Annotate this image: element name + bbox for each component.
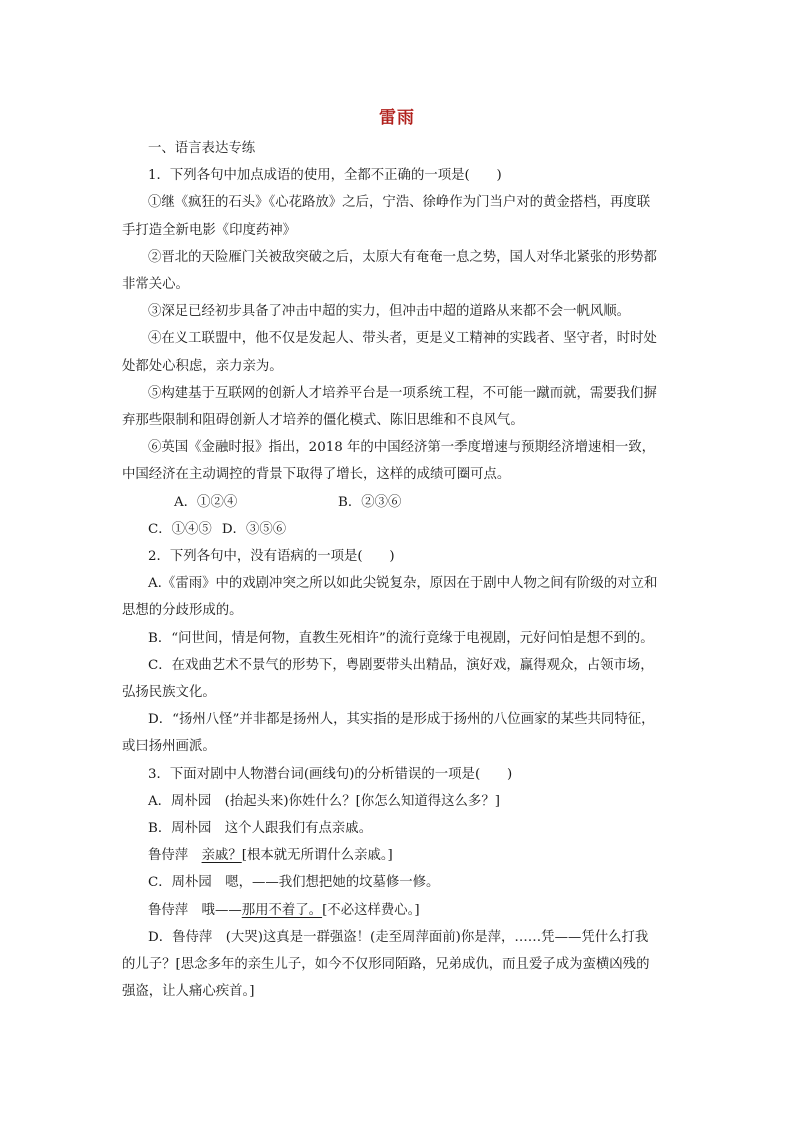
section-heading: 一、语言表达专练 — [148, 141, 256, 156]
q3-option-d: D．鲁侍萍 (大哭)这真是一群强盗！(走至周萍面前)你是萍，……凭——凭什么打我 — [148, 929, 649, 945]
q1-sentence-2: ②晋北的天险雁门关被敌突破之后，太原大有奄奄一息之势，国人对华北紧张的形势都 — [148, 249, 657, 265]
q3-option-b-line-1: B．周朴园 这个人跟我们有点亲戚。 — [148, 821, 373, 837]
q3-option-c-line-1: C．周朴园 嗯，——我们想把她的坟墓修一修。 — [148, 875, 440, 891]
speaker-label: 鲁侍萍 — [148, 848, 202, 864]
q1-sentence-1: ①继《疯狂的石头》《心花路放》之后，宁浩、徐峥作为门当户对的黄金搭档，再度联 — [148, 195, 651, 211]
q1-sentence-2-cont: 非常关心。 — [122, 277, 189, 293]
q1-option-b: B．②③⑥ — [338, 494, 402, 510]
q1-option-c: C．①④⑤ — [148, 521, 212, 537]
q2-option-d-cont: 或曰扬州画派。 — [122, 739, 216, 755]
q3-option-d-cont: 的儿子？[思念多年的亲生儿子，如今不仅形同陌路，兄弟成仇，而且爱子成为蛮横凶残的 — [122, 957, 650, 973]
q2-option-a: A.《雷雨》中的戏剧冲突之所以如此尖锐复杂，原因在于剧中人物之间有阶级的对立和 — [148, 576, 658, 592]
q3-option-c-line-2 — [122, 897, 682, 924]
q1-sentence-4-cont: 处都处心积虑，亲力亲为。 — [122, 358, 283, 374]
q2-option-c: C．在戏曲艺术不景气的形势下，粤剧要带头出精品，演好戏，赢得观众，占领市场， — [148, 657, 654, 673]
q1-options-cd — [122, 516, 682, 543]
q1-sentence-1-cont: 手打造全新电影《印度药神》 — [122, 222, 297, 238]
underlined-line: 亲戚？ — [201, 848, 242, 864]
subtext-analysis: [根本就无所谓什么亲戚。] — [241, 848, 393, 864]
q1-option-d: D．③⑤⑥ — [221, 521, 287, 537]
q3-option-d-cont-2: 强盗，让人痛心疾首。] — [122, 984, 255, 1000]
page-title: 雷雨 — [379, 108, 415, 128]
q3-option-b-line-2 — [122, 842, 682, 869]
question-2-stem: 2．下列各句中，没有语病的一项是( ) — [148, 549, 395, 565]
q1-sentence-6-cont: 中国经济在主动调控的背景下取得了增长，这样的成绩可圈可点。 — [122, 467, 511, 483]
speaker-label: 鲁侍萍 哦—— — [148, 902, 242, 918]
subtext-analysis: [不必这样费心。] — [322, 902, 420, 918]
q1-sentence-5: ⑤构建基于互联网的创新人才培养平台是一项系统工程，不可能一蹴而就，需要我们摒 — [148, 385, 657, 401]
q2-option-b: B．“问世间，情是何物，直教生死相许”的流行竟缘于电视剧，元好问怕是想不到的。 — [148, 630, 654, 646]
q2-option-c-cont: 弘扬民族文化。 — [122, 685, 216, 701]
q1-sentence-3: ③深足已经初步具备了冲击中超的实力，但冲击中超的道路从来都不会一帆风顺。 — [148, 304, 631, 320]
question-3-stem: 3．下面对剧中人物潜台词(画线句)的分析错误的一项是( ) — [148, 766, 513, 782]
question-1-stem: 1．下列各句中加点成语的使用，全都不正确的一项是( ) — [148, 168, 502, 184]
q1-sentence-5-cont: 弃那些限制和阻碍创新人才培养的僵化模式、陈旧思维和不良风气。 — [122, 413, 524, 429]
q1-sentence-6: ⑥英国《金融时报》指出，2018 年的中国经济第一季度增速与预期经济增速相一致， — [148, 440, 656, 456]
q2-option-d: D．“扬州八怪”并非都是扬州人，其实指的是形成于扬州的八位画家的某些共同特征， — [148, 712, 655, 728]
q1-option-a: A．①②④ — [174, 494, 238, 510]
document-body — [122, 135, 682, 1006]
underlined-line: 那用不着了。 — [241, 902, 323, 918]
q1-options-ab — [122, 489, 682, 516]
q2-option-a-cont: 思想的分歧形成的。 — [122, 603, 243, 619]
q1-sentence-4: ④在义工联盟中，他不仅是发起人、带头者，更是义工精神的实践者、坚守者，时时处 — [148, 331, 657, 347]
q3-option-a: A．周朴园 (抬起头来)你姓什么？[你怎么知道得这么多？] — [148, 793, 500, 809]
